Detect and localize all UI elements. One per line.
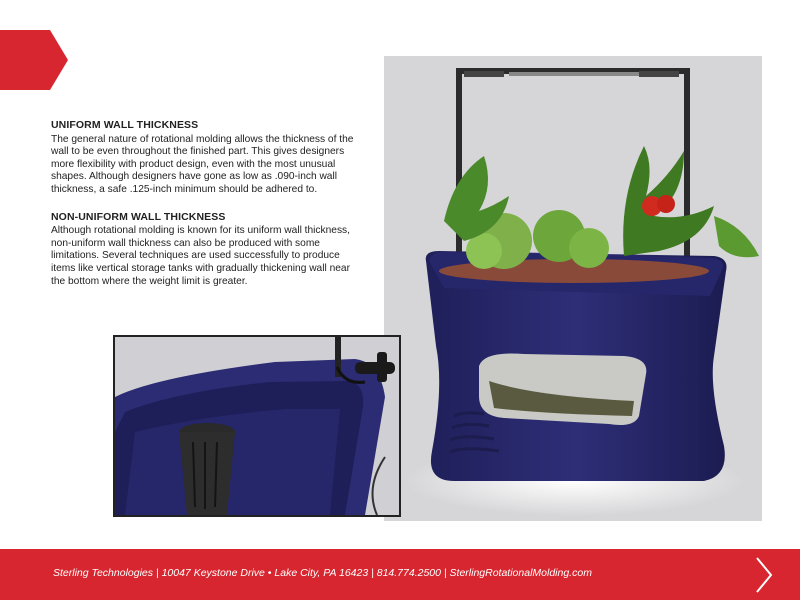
uniform-wall-paragraph: The general nature of rotational molding allows the thickness of the wall to be even throughout the finished part. This gives designers more flexibility with product design, even with the most unusual shapes. Although designers have gone as low as .090-inch wall thickness, a safe .125-inch minimum should be adhered to. bbox=[51, 133, 354, 195]
non-uniform-wall-paragraph: Although rotational molding is known for its uniform wall thickness, non-uniform wall thickness can also be produced with some limitations. Several techniques are used successfully to produce items like vertical storage tanks with gradually thickening wall near the bottom where the weight limit is greater. bbox=[51, 225, 350, 287]
uniform-wall-heading: UNIFORM WALL THICKNESS bbox=[51, 119, 199, 131]
planter-photo bbox=[384, 56, 762, 521]
planter-closeup-inset bbox=[113, 335, 401, 517]
footer-bar bbox=[0, 549, 800, 600]
non-uniform-wall-heading: NON-UNIFORM WALL THICKNESS bbox=[51, 210, 226, 223]
chevron-right-icon[interactable] bbox=[754, 556, 774, 594]
footer-contact-text: Sterling Technologies | 10047 Keystone Drive • Lake City, PA 16423 | 814.774.2500 | SterlingRotationalMolding.com bbox=[53, 567, 592, 579]
text-column bbox=[51, 119, 366, 302]
corner-tab bbox=[0, 30, 68, 90]
